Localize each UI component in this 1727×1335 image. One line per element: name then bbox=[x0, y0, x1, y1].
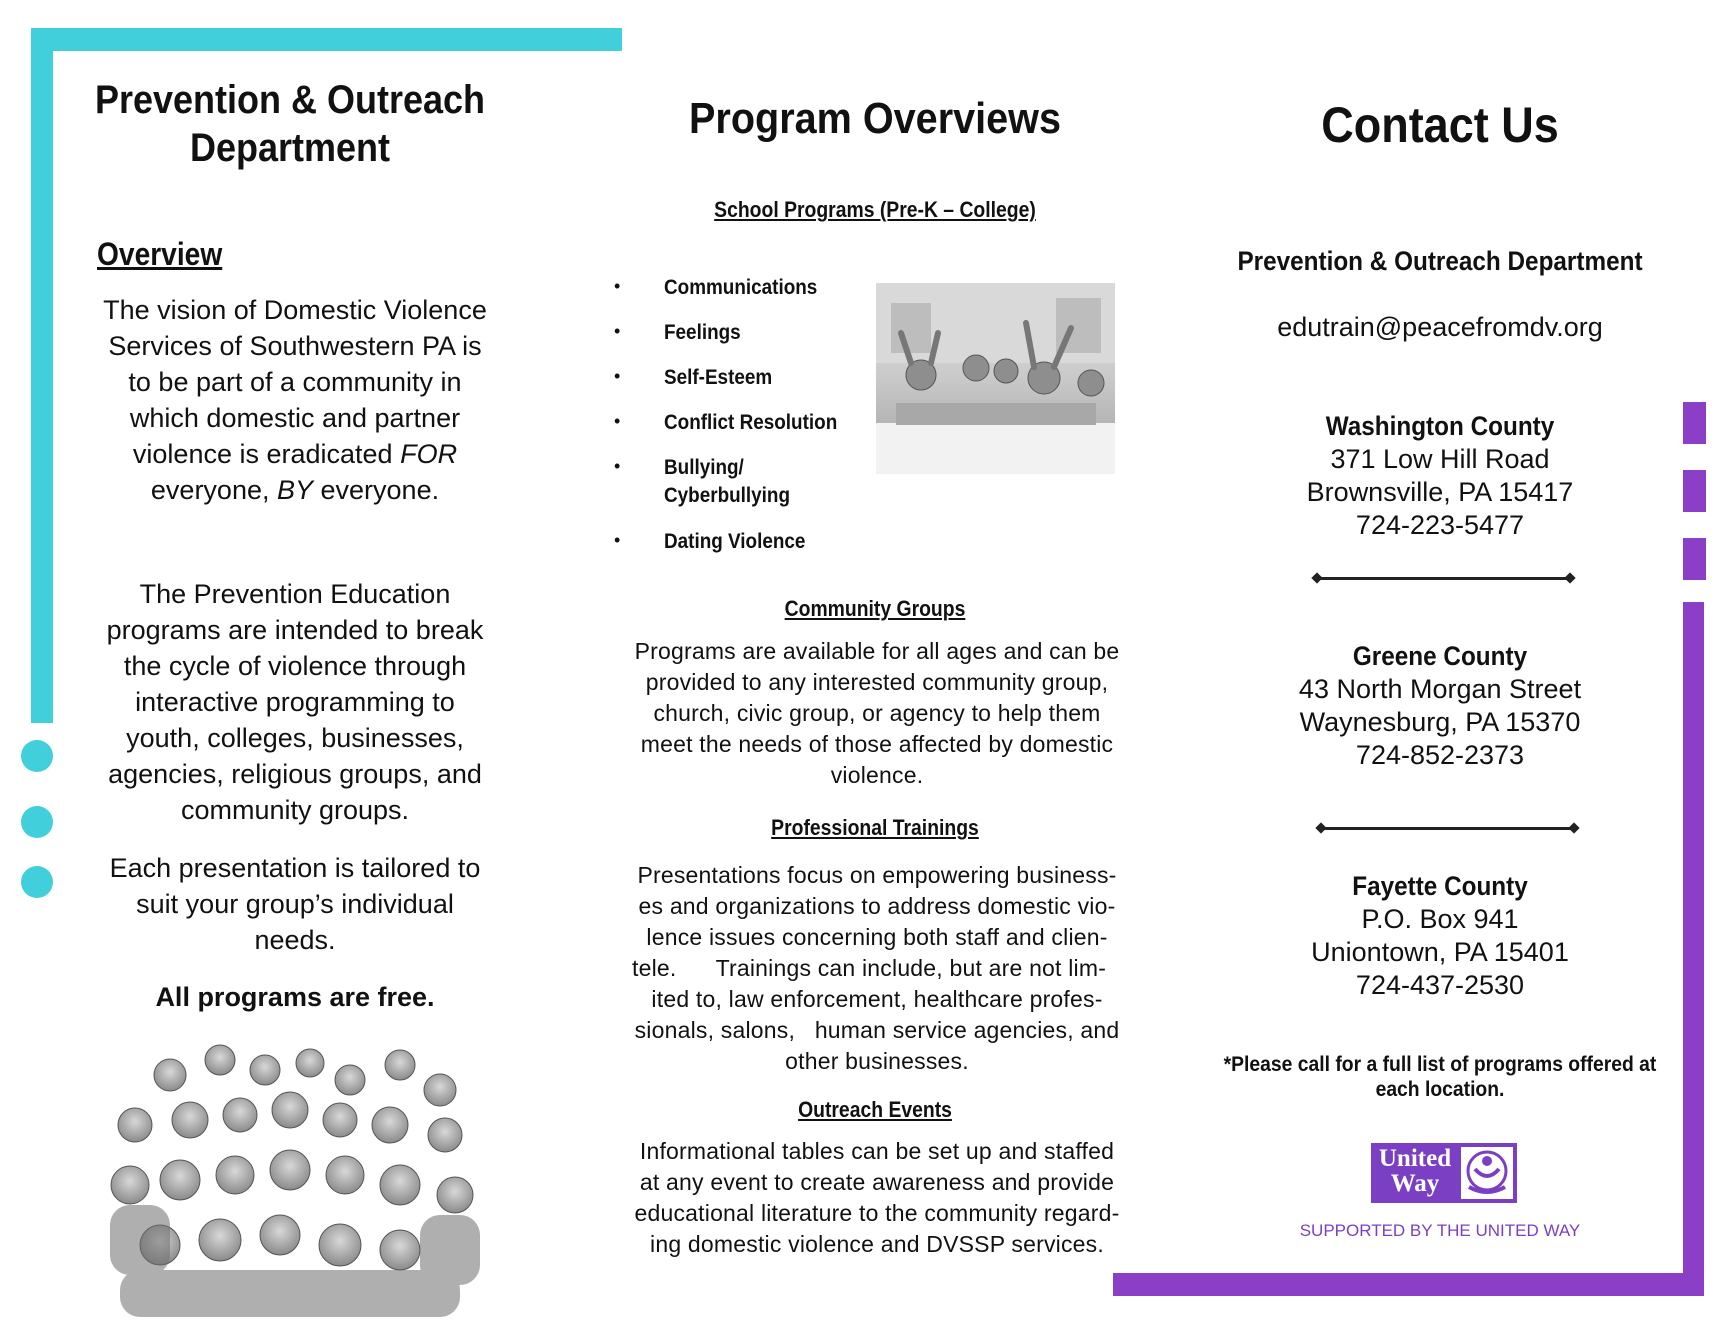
outreach-events-paragraph: Informational tables can be set up and staffed at any event to create awareness and provide educational literature to the community regard- ing domestic violence and DVSSP services. bbox=[634, 1138, 1120, 1257]
department-name: Prevention & Outreach Department bbox=[1237, 246, 1643, 276]
united-way-hand-icon bbox=[1461, 1147, 1513, 1199]
fayette-county-contact: Fayette County P.O. Box 941 Uniontown, PA 15401 724-437-2530 bbox=[1311, 871, 1569, 1000]
purple-square bbox=[1683, 470, 1706, 512]
email-address: edutrain@peacefromdv.org bbox=[1277, 312, 1603, 342]
left-title: Prevention & Outreach Department bbox=[94, 78, 486, 170]
purple-square bbox=[1683, 402, 1706, 444]
washington-county-contact: Washington County 371 Low Hill Road Brownsville, PA 15417 724-223-5477 bbox=[1306, 411, 1574, 540]
programs-footnote: *Please call for a full list of programs offered at each location. bbox=[1223, 1053, 1657, 1101]
classroom-photo bbox=[876, 283, 1115, 474]
teal-dot bbox=[21, 806, 53, 838]
outreach-events-heading: Outreach Events bbox=[798, 1097, 952, 1122]
teal-top-bar bbox=[31, 28, 622, 51]
school-programs-heading: School Programs (Pre-K – College) bbox=[714, 197, 1036, 222]
teal-left-bar bbox=[31, 28, 53, 723]
community-groups-heading: Community Groups bbox=[784, 596, 966, 621]
overview-heading: Overview bbox=[97, 236, 223, 272]
free-programs-note: All programs are free. bbox=[155, 982, 435, 1012]
greene-county-contact: Greene County 43 North Morgan Street Waynesburg, PA 15370 724-852-2373 bbox=[1298, 641, 1582, 770]
professional-trainings-paragraph: Presentations focus on empowering business- es and organizations to address domestic vio- lence issues concerning both staff and clien- tele. Trainings can include, but are not lim- ited to, law enforcement, healthcare profes- sionals, salons, human service agencies, and other businesses. bbox=[632, 862, 1120, 1074]
program-overviews-title: Program Overviews bbox=[688, 94, 1061, 143]
teal-dot bbox=[21, 740, 53, 772]
divider bbox=[1316, 577, 1571, 580]
school-program-list: • Communications • Feelings • Self-Esteem • Conflict Resolution • Bullying/ Cyberbullying • Dating Violence bbox=[614, 276, 838, 553]
crowd-photo bbox=[100, 1035, 492, 1317]
supported-by-text: SUPPORTED BY THE UNITED WAY bbox=[1299, 1221, 1581, 1240]
professional-trainings-heading: Professional Trainings bbox=[771, 815, 979, 840]
united-way-logo: United Way bbox=[1371, 1143, 1517, 1203]
vision-paragraph: The vision of Domestic Violence Services of Southwestern PA is to be part of a community in which domestic and partner violence is eradicated FOR everyone, BY everyone. bbox=[103, 295, 487, 505]
tailored-paragraph: Each presentation is tailored to suit your group’s individual needs. bbox=[109, 853, 481, 955]
teal-dot bbox=[21, 866, 53, 898]
community-groups-paragraph: Programs are available for all ages and can be provided to any interested community group, church, civic group, or agency to help them meet the needs of those affected by domestic violence. bbox=[634, 638, 1120, 788]
divider bbox=[1320, 827, 1575, 830]
contact-us-title: Contact Us bbox=[1321, 97, 1559, 153]
purple-right-bar bbox=[1683, 602, 1704, 1277]
purple-bottom-bar bbox=[1113, 1273, 1704, 1296]
purple-square bbox=[1683, 538, 1706, 580]
education-paragraph: The Prevention Education programs are intended to break the cycle of violence through interactive programming to youth, colleges, businesses, agencies, religious groups, and community groups. bbox=[106, 579, 484, 825]
